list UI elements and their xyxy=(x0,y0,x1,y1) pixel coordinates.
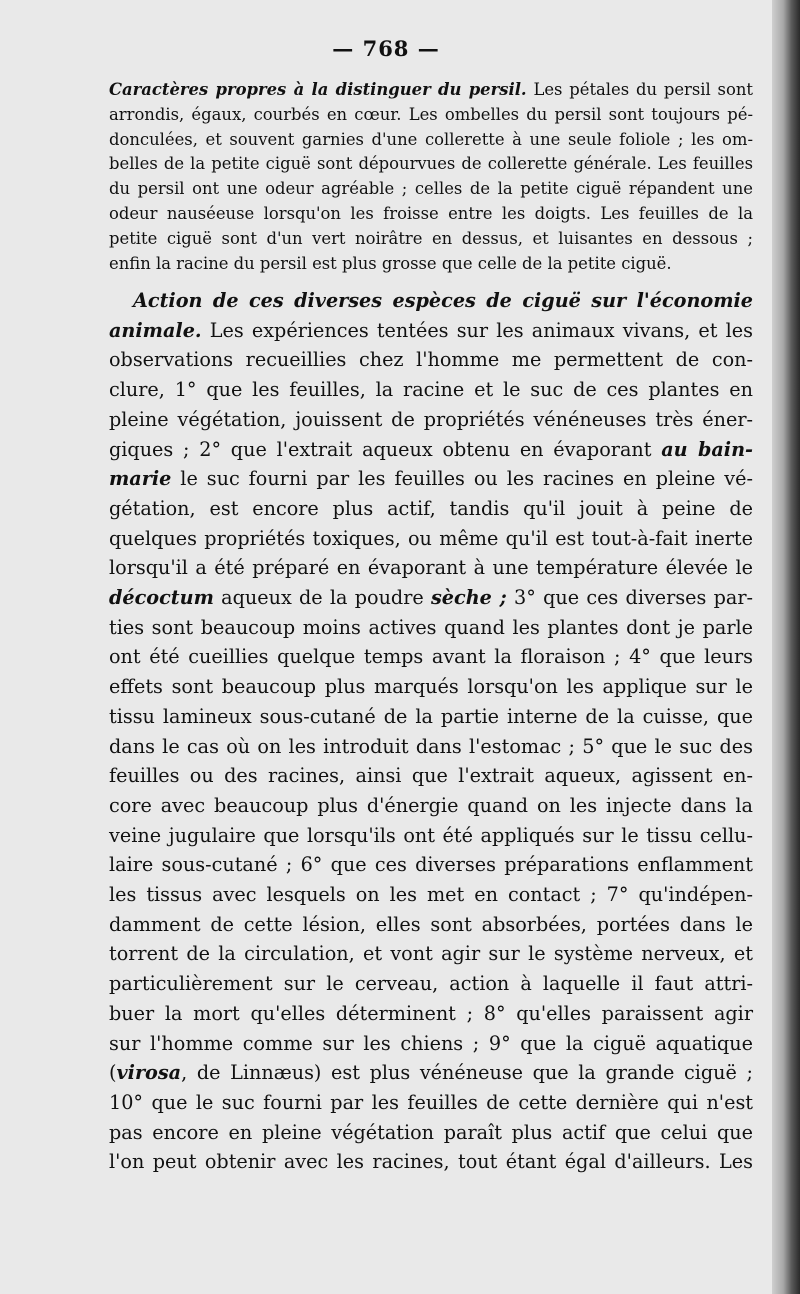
text-line: damment de cette lésion, elles sont absorbées, portées dans le xyxy=(109,912,753,936)
text-line: arrondis, égaux, courbés en cœur. Les ombelles du persil sont toujours pé- xyxy=(109,104,753,124)
text-line: particulièrement sur le cerveau, action à laquelle il faut attri- xyxy=(109,972,753,996)
text-line: donculées, et souvent garnies d'une collerette à une seule foliole ; les om- xyxy=(109,129,753,149)
text-line: tissu lamineux sous-cutané de la partie interne de la cuisse, que xyxy=(109,704,753,728)
text-line: dans le cas où on les introduit dans l'estomac ; 5° que le suc des xyxy=(109,734,753,758)
text-line: ont été cueillies quelque temps avant la floraison ; 4° que leurs xyxy=(109,645,753,669)
text-line: torrent de la circulation, et vont agir sur le système nerveux, et xyxy=(109,942,753,966)
text-line: Caractères propres à la distinguer du persil. Les pétales du persil sont xyxy=(109,80,753,99)
text-line: observations recueillies chez l'homme me permettent de con- xyxy=(109,348,753,372)
paragraph-hemlock-action xyxy=(109,286,753,1177)
text-line: (virosa, de Linnæus) est plus vénéneuse que la grande ciguë ; xyxy=(109,1061,753,1085)
text-line: animale. Les expériences tentées sur les animaux vivans, et les xyxy=(109,318,753,342)
text-line: marie le suc fourni par les feuilles ou les racines en pleine vé- xyxy=(109,467,753,491)
text-line: gétation, est encore plus actif, tandis qu'il jouit à peine de xyxy=(109,496,753,520)
text-line: l'on peut obtenir avec les racines, tout étant égal d'ailleurs. Les xyxy=(109,1150,753,1174)
text-line: du persil ont une odeur agréable ; celles de la petite ciguë répandent une xyxy=(109,179,753,199)
text-line: buer la mort qu'elles déterminent ; 8° qu'elles paraissent agir xyxy=(109,1001,753,1025)
text-line: giques ; 2° que l'extrait aqueux obtenu en évaporant au bain- xyxy=(109,437,753,461)
text-line: pas encore en pleine végétation paraît plus actif que celui que xyxy=(109,1120,753,1144)
paragraph-parsley-distinction xyxy=(109,78,753,276)
text-line: laire sous-cutané ; 6° que ces diverses préparations enflamment xyxy=(109,853,753,877)
text-line: odeur nauséeuse lorsqu'on les froisse entre les doigts. Les feuilles de la xyxy=(109,203,753,223)
text-line: sur l'homme comme sur les chiens ; 9° que la ciguë aquatique xyxy=(109,1031,753,1055)
text-line: feuilles ou des racines, ainsi que l'extrait aqueux, agissent en- xyxy=(109,764,753,788)
text-line: lorsqu'il a été préparé en évaporant à une température élevée le xyxy=(109,556,753,580)
text-line: core avec beaucoup plus d'énergie quand on les injecte dans la xyxy=(109,793,753,817)
text-line: quelques propriétés toxiques, ou même qu'il est tout-à-fait inerte xyxy=(109,526,753,550)
text-line: enfin la racine du persil est plus grosse que celle de la petite ciguë. xyxy=(109,253,672,273)
text-line: ties sont beaucoup moins actives quand les plantes dont je parle xyxy=(109,615,753,639)
text-line: petite ciguë sont d'un vert noirâtre en dessus, et luisantes en dessous ; xyxy=(109,228,753,248)
text-line: clure, 1° que les feuilles, la racine et le suc de ces plantes en xyxy=(109,378,753,402)
text-line: belles de la petite ciguë sont dépourvues de collerette générale. Les feuilles xyxy=(109,154,753,174)
text-line: 10° que le suc fourni par les feuilles de cette dernière qui n'est xyxy=(109,1090,753,1114)
text-line: décoctum aqueux de la poudre sèche ; 3° que ces diverses par- xyxy=(109,586,754,610)
text-line: veine jugulaire que lorsqu'ils ont été appliqués sur le tissu cellu- xyxy=(109,823,753,847)
book-spine-edge xyxy=(772,0,800,1294)
text-line: les tissus avec lesquels on les met en contact ; 7° qu'indépen- xyxy=(109,883,753,907)
text-line: pleine végétation, jouissent de propriétés vénéneuses très éner- xyxy=(109,407,753,431)
text-line: effets sont beaucoup plus marqués lorsqu'on les applique sur le xyxy=(109,675,753,699)
page-number: — 768 — xyxy=(332,36,440,61)
section-heading-line: Action de ces diverses espèces de ciguë sur l'économie xyxy=(133,289,753,312)
